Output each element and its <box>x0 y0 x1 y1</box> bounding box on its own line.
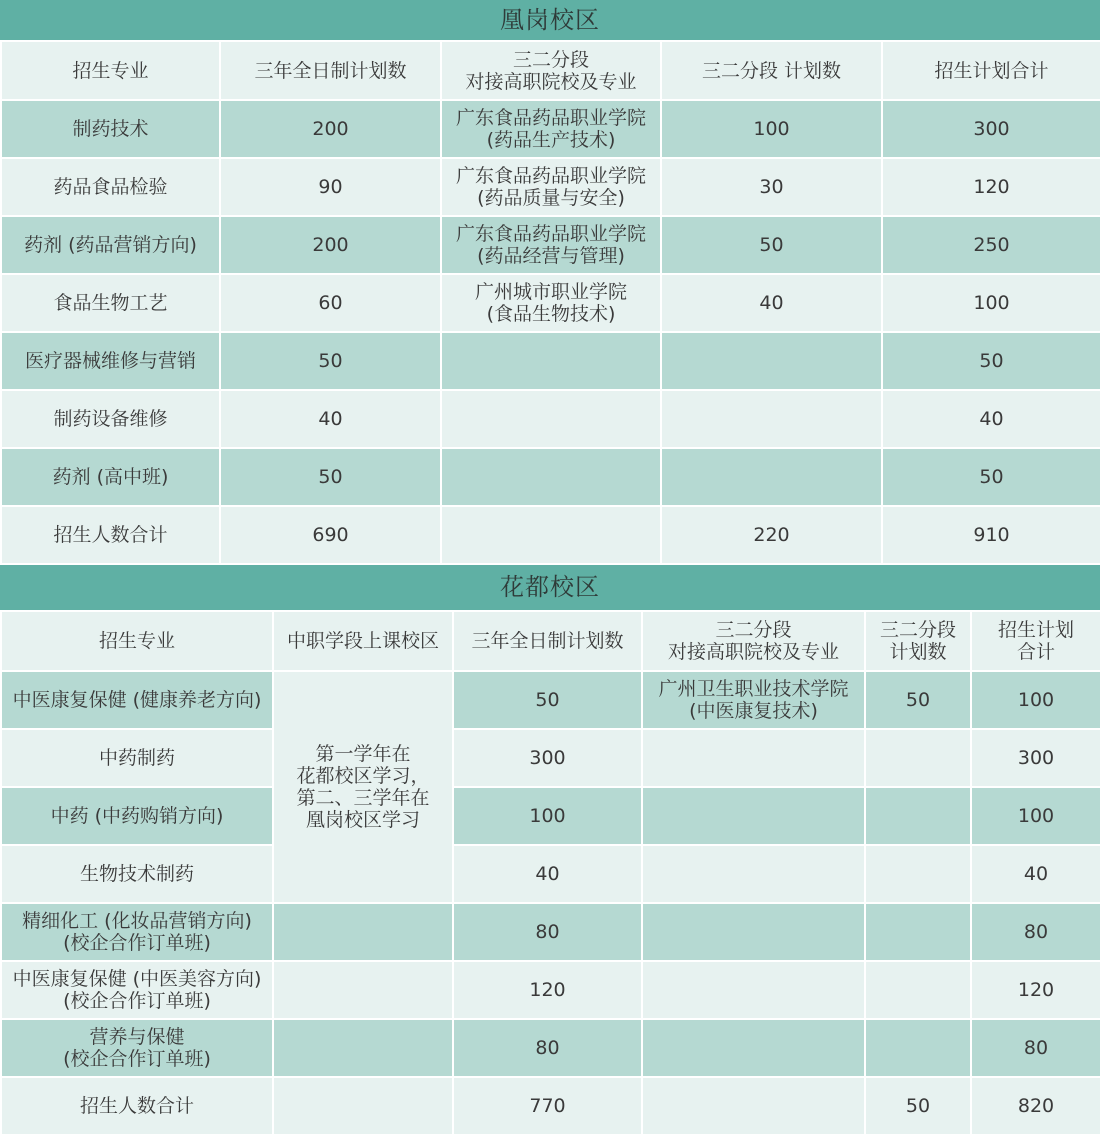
campus1-title: 凰岗校区 <box>0 0 1100 40</box>
cell-docking: 广州卫生职业技术学院 (中医康复技术) <box>642 671 865 729</box>
table-header-row <box>1 41 1100 100</box>
cell-major: 药剂 (药品营销方向) <box>1 216 220 274</box>
cell-total: 40 <box>882 390 1100 448</box>
table-header-row <box>1 611 1100 671</box>
cell-total: 910 <box>882 506 1100 564</box>
header-sg-plan: 三二分段 计划数 <box>661 41 882 100</box>
cell-sg-plan: 100 <box>661 100 882 158</box>
cell-sg-plan: 30 <box>661 158 882 216</box>
cell-campus-empty <box>273 1077 453 1135</box>
cell-full-time: 50 <box>220 448 441 506</box>
cell-docking <box>642 1019 865 1077</box>
header-full-time: 三年全日制计划数 <box>220 41 441 100</box>
cell-docking <box>642 903 865 961</box>
cell-total: 120 <box>882 158 1100 216</box>
table-row <box>1 961 1100 1019</box>
cell-total: 80 <box>971 1019 1100 1077</box>
cell-major: 精细化工 (化妆品营销方向) (校企合作订单班) <box>1 903 273 961</box>
cell-docking <box>642 729 865 787</box>
cell-total: 50 <box>882 332 1100 390</box>
table-row <box>1 729 1100 787</box>
cell-sg-plan <box>865 845 971 903</box>
header-full-time: 三年全日制计划数 <box>453 611 642 671</box>
header-total: 招生计划合计 <box>882 41 1100 100</box>
table-row <box>1 1019 1100 1077</box>
cell-full-time: 80 <box>453 1019 642 1077</box>
campus2-title: 花都校区 <box>0 565 1100 610</box>
header-total: 招生计划 合计 <box>971 611 1100 671</box>
cell-sg-plan <box>865 1019 971 1077</box>
cell-full-time: 50 <box>220 332 441 390</box>
header-sg-plan: 三二分段 计划数 <box>865 611 971 671</box>
cell-major: 中医康复保健 (中医美容方向) (校企合作订单班) <box>1 961 273 1019</box>
cell-full-time: 40 <box>453 845 642 903</box>
cell-full-time: 60 <box>220 274 441 332</box>
cell-major: 食品生物工艺 <box>1 274 220 332</box>
cell-full-time: 770 <box>453 1077 642 1135</box>
table-row <box>1 216 1100 274</box>
cell-sg-plan <box>661 332 882 390</box>
cell-full-time: 200 <box>220 100 441 158</box>
cell-docking <box>642 787 865 845</box>
table-row <box>1 158 1100 216</box>
cell-major: 制药技术 <box>1 100 220 158</box>
cell-full-time: 120 <box>453 961 642 1019</box>
table-row <box>1 274 1100 332</box>
cell-sg-plan <box>661 390 882 448</box>
cell-major: 中医康复保健 (健康养老方向) <box>1 671 273 729</box>
cell-docking <box>441 506 661 564</box>
cell-total: 100 <box>882 274 1100 332</box>
header-major: 招生专业 <box>1 611 273 671</box>
cell-full-time: 100 <box>453 787 642 845</box>
cell-total: 40 <box>971 845 1100 903</box>
cell-major: 药品食品检验 <box>1 158 220 216</box>
header-campus: 中职学段上课校区 <box>273 611 453 671</box>
cell-total: 80 <box>971 903 1100 961</box>
table-row <box>1 332 1100 390</box>
cell-total: 250 <box>882 216 1100 274</box>
cell-major: 医疗器械维修与营销 <box>1 332 220 390</box>
cell-full-time: 690 <box>220 506 441 564</box>
cell-sg-plan <box>865 729 971 787</box>
cell-major: 中药制药 <box>1 729 273 787</box>
cell-sg-plan: 220 <box>661 506 882 564</box>
cell-total: 100 <box>971 671 1100 729</box>
campus2-table <box>0 610 1100 1136</box>
cell-full-time: 50 <box>453 671 642 729</box>
cell-docking <box>441 332 661 390</box>
cell-total: 100 <box>971 787 1100 845</box>
table-row <box>1 390 1100 448</box>
cell-full-time: 40 <box>220 390 441 448</box>
cell-major: 生物技术制药 <box>1 845 273 903</box>
cell-campus-empty <box>273 961 453 1019</box>
cell-sg-plan <box>865 787 971 845</box>
cell-sg-plan: 50 <box>661 216 882 274</box>
table-row <box>1 1077 1100 1135</box>
cell-sg-plan: 40 <box>661 274 882 332</box>
cell-docking: 广东食品药品职业学院 (药品经营与管理) <box>441 216 661 274</box>
cell-sg-plan: 50 <box>865 671 971 729</box>
table-row <box>1 787 1100 845</box>
cell-sg-plan <box>865 903 971 961</box>
table-row <box>1 506 1100 564</box>
cell-total: 300 <box>971 729 1100 787</box>
campus1-table <box>0 40 1100 565</box>
cell-total: 820 <box>971 1077 1100 1135</box>
cell-full-time: 80 <box>453 903 642 961</box>
header-major: 招生专业 <box>1 41 220 100</box>
cell-campus-note: 第一学年在 花都校区学习， 第二、三学年在 凰岗校区学习 <box>273 671 453 903</box>
table-row <box>1 845 1100 903</box>
cell-campus-empty <box>273 903 453 961</box>
header-docking: 三二分段 对接高职院校及专业 <box>642 611 865 671</box>
cell-docking: 广东食品药品职业学院 (药品生产技术) <box>441 100 661 158</box>
cell-docking: 广州城市职业学院 (食品生物技术) <box>441 274 661 332</box>
cell-sg-plan <box>661 448 882 506</box>
cell-full-time: 200 <box>220 216 441 274</box>
cell-total: 120 <box>971 961 1100 1019</box>
cell-sg-plan: 50 <box>865 1077 971 1135</box>
cell-total: 300 <box>882 100 1100 158</box>
cell-docking <box>441 448 661 506</box>
cell-major: 中药 (中药购销方向) <box>1 787 273 845</box>
cell-full-time: 300 <box>453 729 642 787</box>
cell-major: 制药设备维修 <box>1 390 220 448</box>
cell-docking <box>642 1077 865 1135</box>
cell-major: 招生人数合计 <box>1 506 220 564</box>
cell-total: 50 <box>882 448 1100 506</box>
cell-docking <box>642 845 865 903</box>
cell-campus-empty <box>273 1019 453 1077</box>
table-row <box>1 448 1100 506</box>
cell-docking: 广东食品药品职业学院 (药品质量与安全) <box>441 158 661 216</box>
cell-major: 药剂 (高中班) <box>1 448 220 506</box>
cell-docking <box>441 390 661 448</box>
cell-docking <box>642 961 865 1019</box>
header-docking: 三二分段 对接高职院校及专业 <box>441 41 661 100</box>
cell-major: 营养与保健 (校企合作订单班) <box>1 1019 273 1077</box>
table-row <box>1 671 1100 729</box>
table-row <box>1 100 1100 158</box>
cell-sg-plan <box>865 961 971 1019</box>
cell-major: 招生人数合计 <box>1 1077 273 1135</box>
table-row <box>1 903 1100 961</box>
cell-full-time: 90 <box>220 158 441 216</box>
